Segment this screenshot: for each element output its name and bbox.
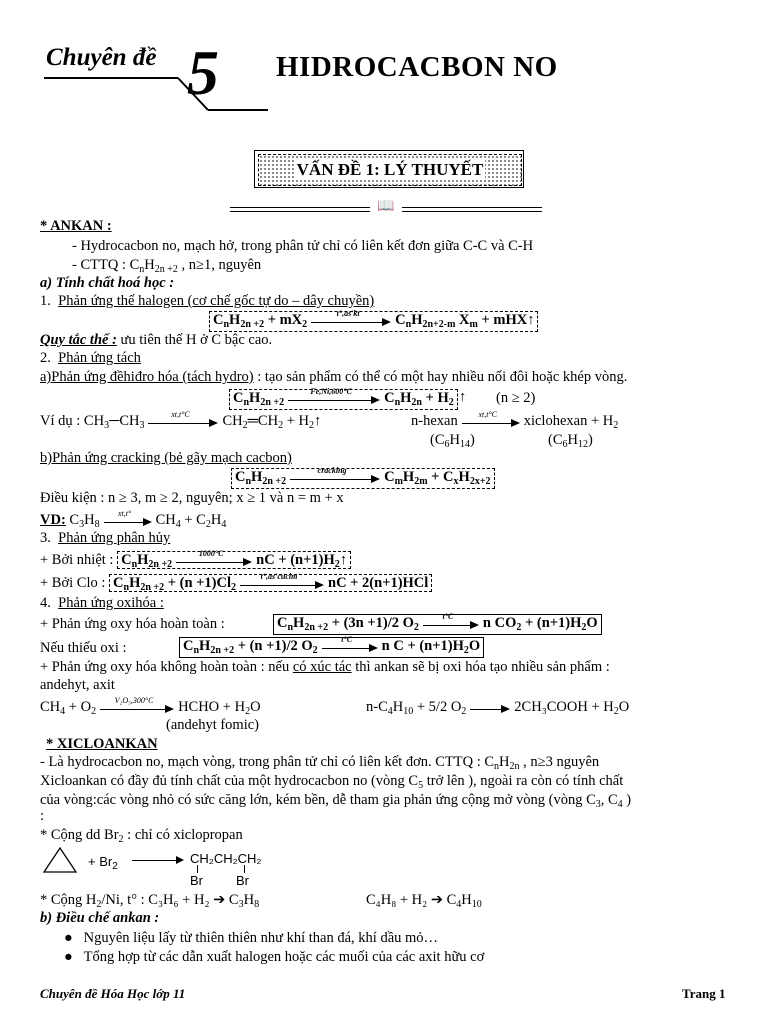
chuyen-de-label: Chuyên đề (46, 44, 157, 71)
cracking-example: VD: $C_3H_8$ xt,t° $CH_4 + C_2H_4$ (40, 508, 227, 530)
xicloankan-heading: * XICLOANKAN (46, 736, 158, 752)
xicloankan-colon: : (40, 808, 45, 824)
quy-tac-the: Quy tắc thế : ưu tiên thế H ở C bậc cao. (40, 332, 273, 348)
dieu-che-item-2: ● Tổng hợp từ các dẫn xuất halogen hoặc các muối của các axit hữu cơ (64, 949, 485, 965)
lack-oxygen-equation: $C_nH_{2n +2} + (n +1)/2$ $O_2$ t°C n $C + (n+1)H_2O$ (179, 637, 484, 658)
methane-oxidation: $CH_4 + O_2$ V₂O₅,300°C HCHO + $H_2O$ (40, 695, 261, 717)
cracking-condition: Điều kiện : n ≥ 3, m ≥ 2, nguyên; x ≥ 1 và n = m + x (40, 490, 344, 506)
bond-left (197, 865, 198, 873)
br-left: Br (190, 873, 203, 888)
partial-oxidation-text: + Phản ứng oxy hóa không hoàn toàn : nếu có xúc tác thì ankan sẽ bị oxi hóa tạo nhiều sản phẩm : (40, 659, 610, 675)
butane-oxidation: $n-C_4H_{10} + 5/2$ $O_2$ 2CH₃COOH + $H_2O$ (366, 699, 630, 717)
br-right: Br (236, 873, 249, 888)
reaction-4-heading: 4. Phản ứng oxihóa : (40, 595, 164, 611)
cracking-equation: $C_nH_{2n +2}$ cracking $C_mH_{2m} + C_xH_{2x+2}$ (231, 468, 495, 489)
butene-addition: C₄H₈ + H₂ ➔ $C_4H_{10}$ (366, 892, 482, 910)
cracking-heading: b)Phản ứng cracking (bẻ gãy mạch cacbon) (40, 450, 292, 466)
tinh-chat-heading: a) Tính chất hoá học : (40, 275, 175, 291)
xicloankan-line-1: - Là hydrocacbon no, mạch vòng, trong phân tử chỉ có liên kết đơn. CTTQ : $C_nH_{2n}$ , n≥3 nguyên (40, 754, 600, 772)
section-box (254, 150, 524, 188)
partial-oxidation-text-2: andehyt, axit (40, 677, 115, 693)
ankan-bullet-2: - CTTQ : $C_nH_{2n +2}$ , n≥1, nguyên (72, 257, 262, 275)
footer-left: Chuyên đề Hóa Học lớp 11 (40, 986, 186, 1001)
reaction-1-heading: 1. Phản ứng thế halogen (cơ chế gốc tự do – dây chuyền) (40, 293, 375, 309)
dehydro-condition: (n ≥ 2) (496, 390, 536, 406)
ankan-heading: * ANKAN : (40, 218, 112, 234)
xicloankan-line-2: Xicloankan có đầy đủ tính chất của một hydrocacbon no (vòng $C_5$ trở lên ), ngoài ra còn có tính chất (40, 773, 624, 791)
example-hexane: n-hexan xt,t°C xiclohexan + $H_2$ (411, 409, 619, 431)
dieu-che-heading: b) Điều chế ankan : (40, 910, 160, 926)
bromine-addition-heading: * Cộng dd $Br_2$ : chỉ có xiclopropan (40, 827, 243, 845)
divider-right (402, 207, 542, 212)
book-icon: 📖 (377, 199, 395, 214)
xicloankan-line-3: của vòng:các vòng nhỏ có sức căng lớn, kém bền, dễ tham gia phản ứng cộng mở vòng (vòng $C_3$, $C_4$ ) (40, 792, 632, 810)
ankan-bullet-1: - Hydrocacbon no, mạch hở, trong phân tử chỉ có liên kết đơn giữa C-C và C-H (72, 238, 534, 254)
halogen-equation: $C_nH_{2n +2} + mX_2$ t°,as'kt $C_nH_{2n+2-m}$ $X_m$ + mHX↑ (209, 311, 538, 332)
page-title: HIDROCACBON NO (276, 51, 558, 83)
andehyt-fomic: (andehyt fomic) (166, 717, 260, 733)
hexane-formula: $(C_6H_{14})$ (430, 432, 475, 450)
full-oxidation-equation: $C_nH_{2n +2} + (3n +1)/2$ $O_2$ t°C n $CO_2 + (n+1)H_2O$ (273, 614, 602, 635)
dehydro-equation: $C_nH_{2n +2}$ Fe,Ni,600°C $C_nH_{2n} + H_2$ (229, 389, 458, 410)
decompose-chlorine: + Bởi Clo : $C_nH_{2n +2} + (n +1)Cl_2$ t°,as'cucim nC + 2(n+1)HCl (40, 575, 432, 592)
reaction-2-heading: 2. Phản ứng tách (40, 350, 141, 366)
dehydro-heading: a)Phản ứng đềhiđro hóa (tách hydro) : tạo sản phẩm có thể có một hay nhiều nối đôi hoặc khép vòng. (40, 369, 628, 385)
bond-right (244, 865, 245, 873)
footer-page: Trang 1 (682, 986, 726, 1001)
br2-arrow-head (176, 856, 184, 864)
decompose-heat: + Bởi nhiệt : $C_nH_{2n +2}$ 1000°C nC + $(n+1)H_2↑$ (40, 552, 351, 569)
br2-arrow-line (132, 860, 178, 861)
dieu-che-item-1: ● Nguyên liệu lấy từ thiên thiên như khí than đá, khí dầu mỏ… (64, 930, 439, 946)
divider-left (230, 207, 370, 212)
header-underline-shape (40, 70, 270, 116)
cyclohexane-formula: $(C_6H_{12})$ (548, 432, 593, 450)
hydrogen-addition: * Cộng $H_2/Ni$, t° : C₃H₆ + H₂ ➔ $C_3H_8$ (40, 892, 260, 910)
dibromopropane-chain: CH₂CH₂CH₂ (190, 851, 262, 866)
chapter-number: 5 (187, 37, 219, 108)
cyclopropane-icon (42, 846, 78, 874)
lack-oxygen-label: Nếu thiếu oxi : (40, 640, 127, 656)
example-ethane: Ví dụ : $CH_3─CH_3$ xt,t°C $CH_2═CH_2$ + $H_2↑$ (40, 409, 322, 431)
br2-reagent: + $Br_2$ (88, 854, 118, 872)
full-oxidation-label: + Phản ứng oxy hóa hoàn toàn : (40, 616, 225, 632)
section-title: VẤN ĐỀ 1: LÝ THUYẾT (296, 160, 484, 179)
reaction-3-heading: 3. Phản ứng phân hủy (40, 530, 171, 546)
